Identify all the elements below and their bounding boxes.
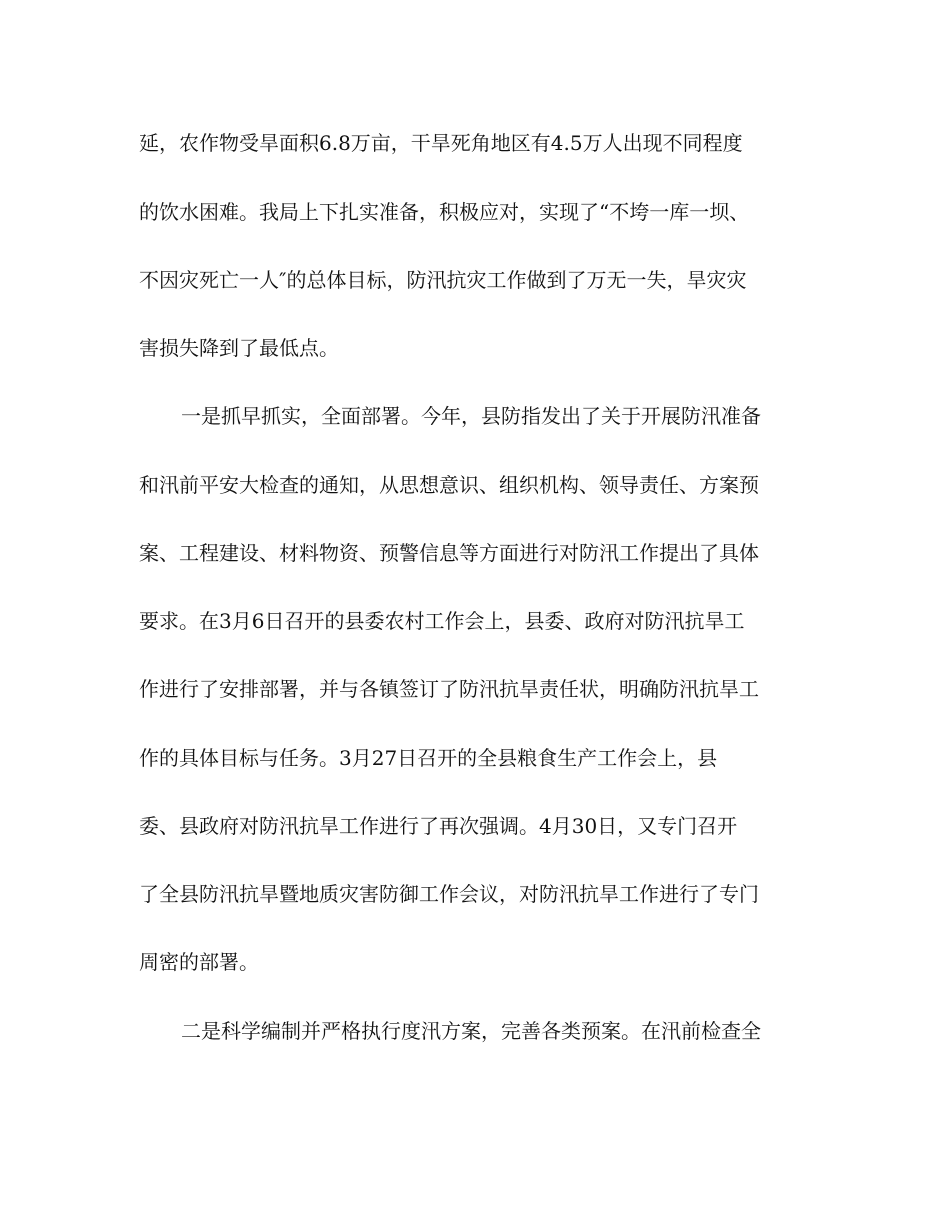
- text-line: 作的具体目标与任务。3月27日召开的全县粮食生产工作会上，县: [139, 746, 718, 770]
- text-line: 了全县防汛抗旱暨地质灾害防御工作会议，对防汛抗旱工作进行了专门: [139, 882, 759, 906]
- text-line: 延，农作物受旱面积6.8万亩，干旱死角地区有4.5万人出现不同程度: [139, 131, 743, 155]
- text-line: 案、工程建设、材料物资、预警信息等方面进行对防汛工作提出了具体: [139, 541, 759, 565]
- text-line: 周密的部署。: [139, 950, 259, 974]
- text-line: 的饮水困难。我局上下扎实准备，积极应对，实现了“不垮一库一坝、: [139, 200, 750, 224]
- text-line: 委、县政府对防汛抗旱工作进行了再次强调。4月30日，又专门召开: [139, 814, 738, 838]
- text-line: 和汛前平安大检查的通知，从思想意识、组织机构、领导责任、方案预: [139, 473, 759, 497]
- text-line: 不因灾死亡一人″的总体目标，防汛抗灾工作做到了万无一失，旱灾灾: [139, 268, 747, 292]
- text-line: 作进行了安排部署，并与各镇签订了防汛抗旱责任状，明确防汛抗旱工: [139, 677, 759, 701]
- paragraph-first-line: 一是抓早抓实，全面部署。今年，县防指发出了关于开展防汛准备: [181, 404, 761, 428]
- text-line: 要求。在3月6日召开的县委农村工作会上，县委、政府对防汛抗旱工: [139, 609, 745, 633]
- text-line: 害损失降到了最低点。: [139, 336, 339, 360]
- paragraph-first-line: 二是科学编制并严格执行度汛方案，完善各类预案。在汛前检查全: [181, 1019, 761, 1043]
